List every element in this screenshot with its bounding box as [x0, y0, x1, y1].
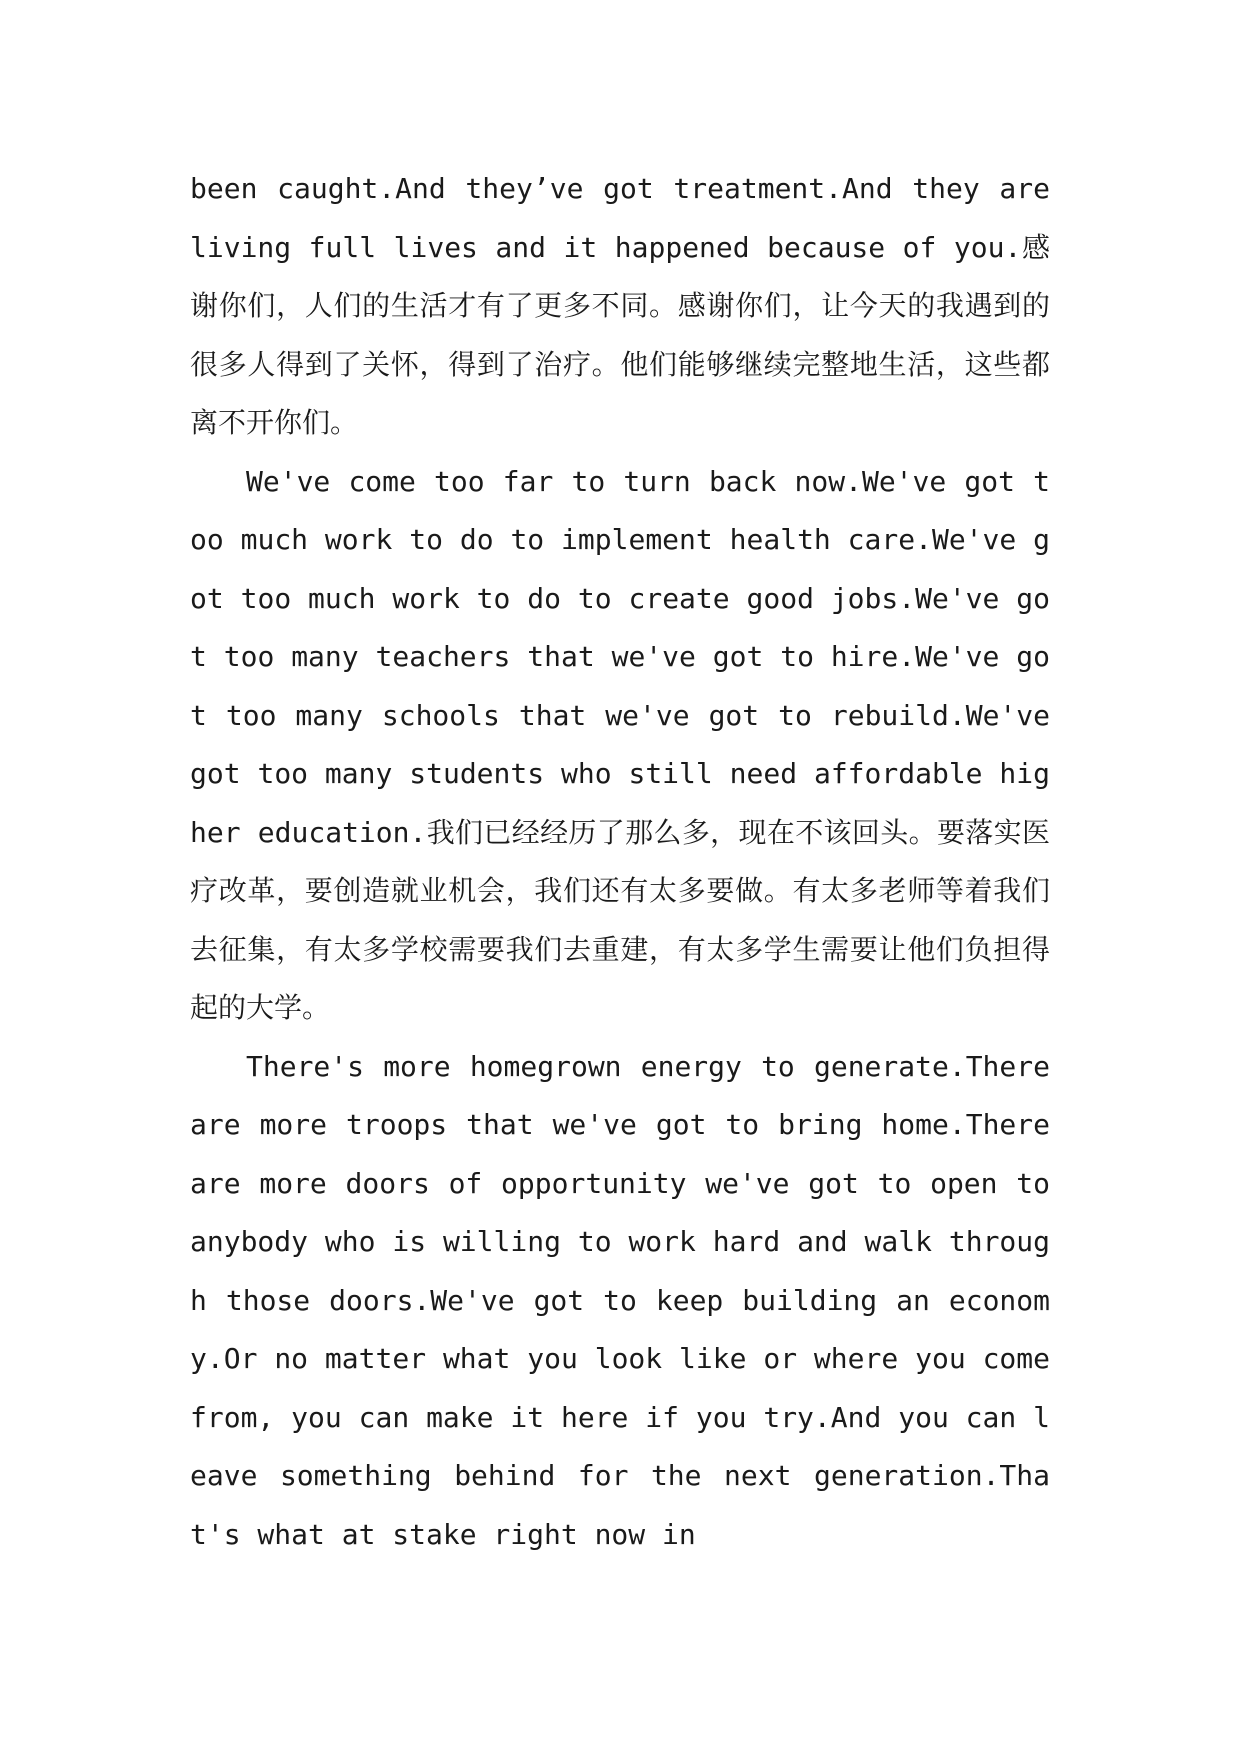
- paragraph-1: been caught.And they’ve got treatment.And they are living full lives and it happened because of you.感谢你们，人们的生活才有了更多不同。感谢你们，让今天的我遇到的很多人得到了关怀，得到了治疗。他们能够继续完整地生活，这些都离不开你们。: [190, 172, 1050, 439]
- paragraph-2: We've come too far to turn back now.We've got too much work to do to implement health care.We've got too much work to do to create good jobs.We've got too many teachers that we've got to hire.We've got too many schools that we've got to rebuild.We've got too many students who still need affordable higher education.我们已经经历了那么多，现在不该回头。要落实医疗改革，要创造就业机会，我们还有太多要做。有太多老师等着我们去征集，有太多学校需要我们去重建，有太多学生需要让他们负担得起的大学。: [190, 464, 1050, 1024]
- paragraph-3: There's more homegrown energy to generate.There are more troops that we've got to bring home.There are more doors of opportunity we've got to open to anybody who is willing to work hard and walk through those doors.We've got to keep building an economy.Or no matter what you look like or where you come from, you can make it here if you try.And you can leave something behind for the next generation.That's what at stake right now in: [190, 1049, 1050, 1551]
- document-body: [190, 160, 1050, 1564]
